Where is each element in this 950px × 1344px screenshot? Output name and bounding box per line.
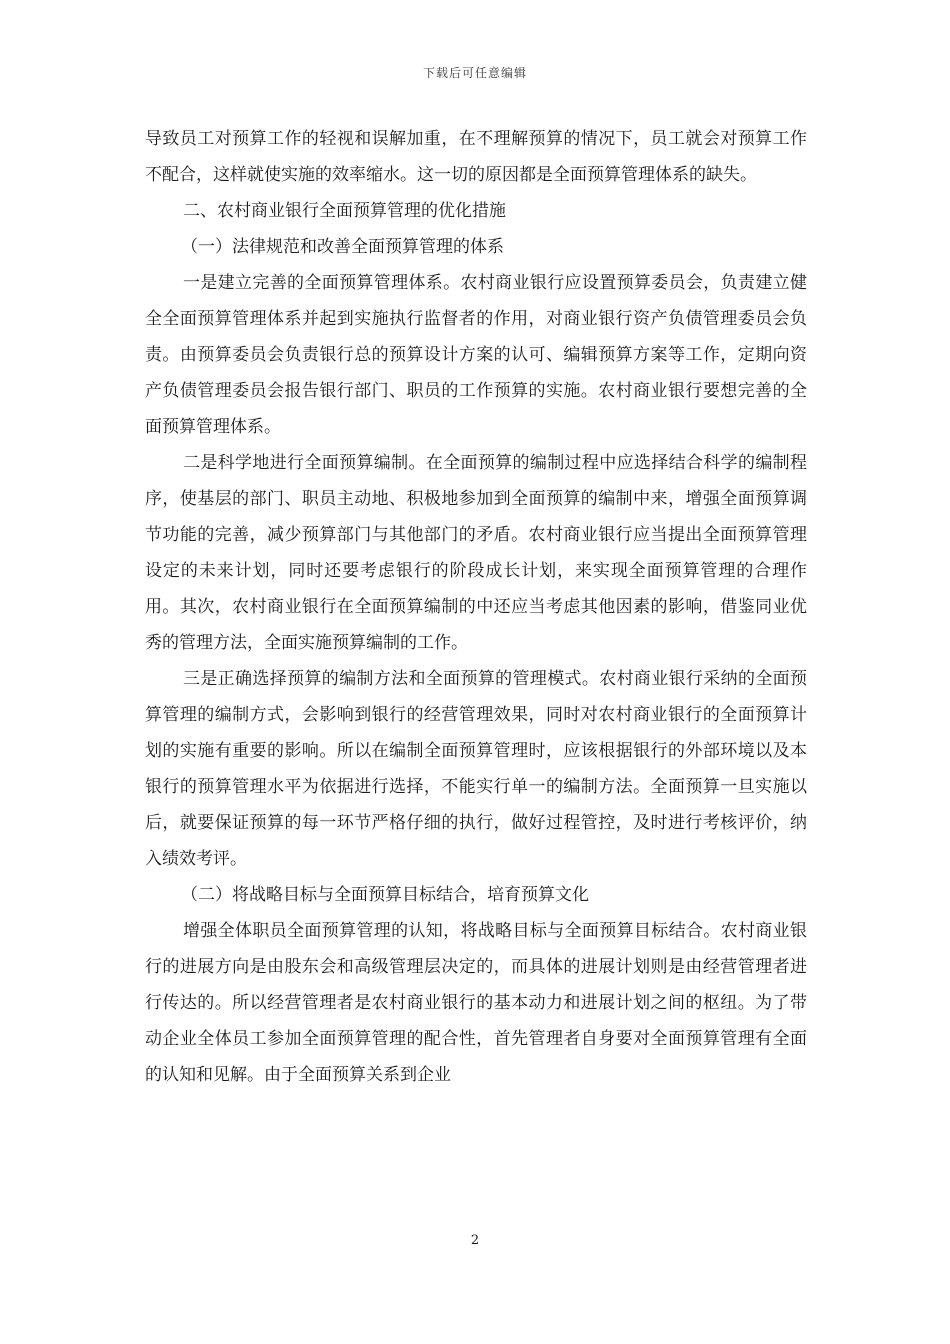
section-heading: 二、农村商业银行全面预算管理的优化措施 (183, 201, 506, 221)
paragraph-budget-methods: 三是正确选择预算的编制方法和全面预算的管理模式。农村商业银行采纳的全面预算管理的编制方式，会影响到银行的经营管理效果，同时对农村商业银行的全面预算计划的实施有重要的影响。所以在编制全面预算管理时，应该根据银行的外部环境以及本银行的预算管理水平为依据进行选择，不能实行单一的编制方法。全面预算一旦实施以后，就要保证预算的每一环节严格仔细的执行，做好过程管控，及时进行考核评价，纳入绩效考评。 (145, 669, 807, 869)
document-body (145, 121, 807, 1093)
paragraph-budget-preparation: 二是科学地进行全面预算编制。在全面预算的编制过程中应选择结合科学的编制程序，使基层的部门、职员主动地、积极地参加到全面预算的编制中来，增强全面预算调节功能的完善，减少预算部门与其他部门的矛盾。农村商业银行应当提出全面预算管理设定的未来计划，同时还要考虑银行的阶段成长计划，来实现全面预算管理的合理作用。其次，农村商业银行在全面预算编制的中还应当考虑其他因素的影响，借鉴同业优秀的管理方法，全面实施预算编制的工作。 (145, 453, 807, 653)
paragraph-strategy-goals: 增强全体职员全面预算管理的认知，将战略目标与全面预算目标结合。农村商业银行的进展方向是由股东会和高级管理层决定的，而具体的进展计划则是由经营管理者进行传达的。所以经营管理者是农村商业银行的基本动力和进展计划之间的枢纽。为了带动企业全体员工参加全面预算管理的配合性，首先管理者自身要对全面预算管理有全面的认知和见解。由于全面预算关系到企业 (145, 921, 807, 1085)
paragraph-continuation: 导致员工对预算工作的轻视和误解加重，在不理解预算的情况下，员工就会对预算工作不配合，这样就使实施的效率缩水。这一切的原因都是全面预算管理体系的缺失。 (145, 129, 807, 185)
subsection-heading-1: （一）法律规范和改善全面预算管理的体系 (181, 237, 504, 257)
page-number: 2 (470, 1233, 480, 1248)
page-header: 下载后可任意编辑 (422, 66, 527, 80)
subsection-heading-2: （二）将战略目标与全面预算目标结合，培育预算文化 (181, 885, 589, 905)
paragraph-budget-system: 一是建立完善的全面预算管理体系。农村商业银行应设置预算委员会，负责建立健全全面预算管理体系并起到实施执行监督者的作用，对商业银行资产负债管理委员会负责。由预算委员会负责银行总的预算设计方案的认可、编辑预算方案等工作，定期向资产负债管理委员会报告银行部门、职员的工作预算的实施。农村商业银行要想完善的全面预算管理体系。 (145, 273, 807, 437)
